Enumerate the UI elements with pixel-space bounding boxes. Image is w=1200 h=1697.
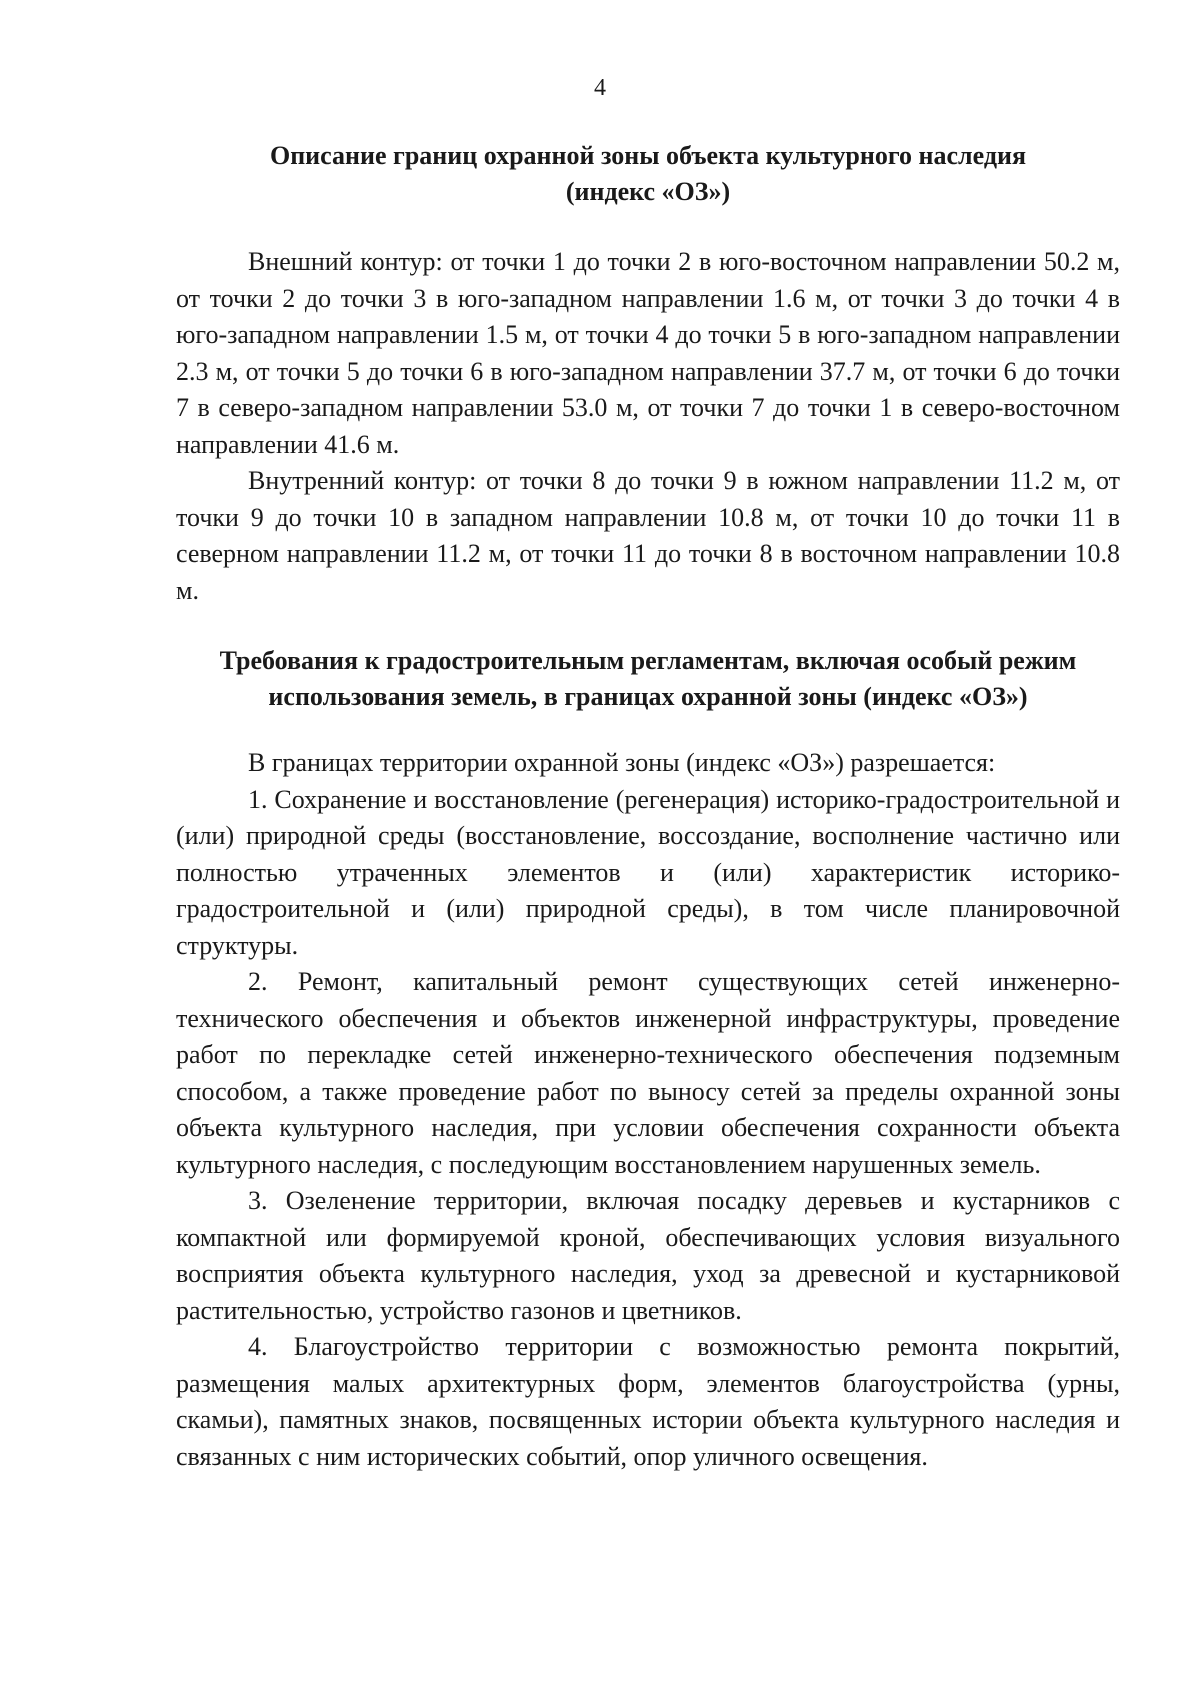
paragraph-outer-contour: Внешний контур: от точки 1 до точки 2 в юго-восточном направлении 50.2 м, от точки 2 до точки 3 в юго-западном направлении 1.6 м, от точки 3 до точки 4 в юго-западном направлении 1.5 м, от точки 4 до точки 5 в юго-западном направлении 2.3 м, от точки 5 до точки 6 в юго-западном направлении 37.7 м, от точки 6 до точки 7 в северо-западном направлении 53.0 м, от точки 7 до точки 1 в северо-восточном направлении 41.6 м. [176, 247, 1120, 459]
paragraph-inner-contour: Внутренний контур: от точки 8 до точки 9 в южном направлении 11.2 м, от точки 9 до точки 10 в западном направлении 10.8 м, от точки 10 до точки 11 в северном направлении 11.2 м, от точки 11 до точки 8 в восточном направлении 10.8 м. [176, 466, 1120, 605]
section-heading-boundaries [176, 138, 1120, 210]
list-item-preservation: 1. Сохранение и восстановление (регенерация) историко-градостроительной и (или) природной среды (восстановление, воссоздание, восполнение частично или полностью утраченных элементов и (или) характеристик историко-градостроительной и (или) природной среды), в том числе планировочной структуры. [176, 784, 1120, 960]
list-item-improvement: 4. Благоустройство территории с возможностью ремонта покрытий, размещения малых архитектурных форм, элементов благоустройства (урны, скамьи), памятных знаков, посвященных истории объекта культурного наследия и связанных с ним исторических событий, опор уличного освещения. [176, 1332, 1120, 1471]
list-item-landscaping: 3. Озеленение территории, включая посадку деревьев и кустарников с компактной или формируемой кроной, обеспечивающих условия визуального восприятия объекта культурного наследия, уход за древесной и кустарниковой растительностью, устройство газонов и цветников. [176, 1186, 1120, 1325]
heading-line: Описание границ охранной зоны объекта культурного наследия [269, 141, 1027, 170]
document-body [176, 138, 1120, 1475]
page-number: 4 [594, 75, 606, 101]
list-item-repair-networks: 2. Ремонт, капитальный ремонт существующих сетей инженерно-технического обеспечения и объектов инженерной инфраструктуры, проведение работ по перекладке сетей инженерно-технического обеспечения подземным способом, а также проведение работ по выносу сетей за пределы охранной зоны объекта культурного наследия, при условии обеспечения сохранности объекта культурного наследия, с последующим восстановлением нарушенных земель. [176, 967, 1120, 1179]
section-heading-requirements [176, 643, 1120, 715]
heading-line: Требования к градостроительным регламентам, включая особый режим [219, 646, 1077, 675]
heading-line: использования земель, в границах охранной зоны (индекс «ОЗ») [268, 682, 1028, 711]
paragraph-allowed-intro: В границах территории охранной зоны (индекс «ОЗ») разрешается: [248, 748, 996, 777]
heading-line: (индекс «ОЗ») [565, 177, 731, 206]
